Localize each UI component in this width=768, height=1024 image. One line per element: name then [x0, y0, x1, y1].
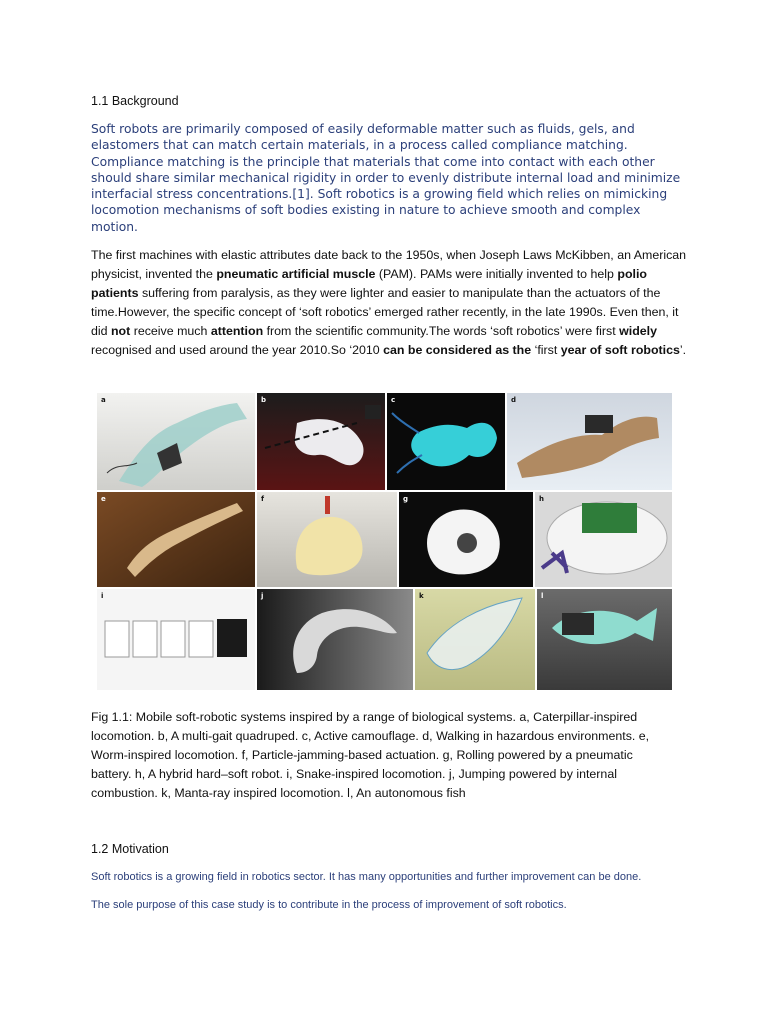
motivation-line-1: Soft robotics is a growing field in robotics sector. It has many opportunities and further improvement can be done. — [91, 871, 642, 883]
panel-label-j: j — [261, 592, 264, 600]
panel-label-d: d — [511, 396, 517, 404]
panel-f — [257, 492, 397, 587]
panel-g — [399, 492, 533, 587]
bold-run: widely — [619, 324, 658, 338]
panel-label-b: b — [261, 396, 267, 404]
panel-k — [415, 589, 535, 690]
figure-caption: Fig 1.1: Mobile soft-robotic systems inspired by a range of biological systems. a, Caterpillar-inspired locomotion. b, A multi-gait quadruped. c, Active camouflage. d, Walking in hazardous environments. e, Worm-inspired locomotion. f, Particle-jamming-based actuation. g, Rolling powered by a pneumatic battery. h, A hybrid hard–soft robot. i, Snake-inspired locomotion. j, Jumping powered by internal combustion. k, Manta-ray inspired locomotion. l, An autonomous fish — [91, 710, 650, 800]
bold-run: can be considered as the — [383, 343, 532, 357]
panel-label-i: i — [101, 592, 104, 600]
panel-label-h: h — [539, 495, 544, 503]
section-heading-background: 1.1 Background — [91, 94, 179, 108]
bold-run: year of soft robotics — [560, 343, 680, 357]
panel-label-e: e — [101, 495, 106, 503]
panel-h — [535, 492, 672, 587]
panel-l — [537, 589, 672, 690]
text-run: The first machines with elastic attributes date back to the 1950s, when Joseph Laws McKibben, an American physicist, invented the — [91, 248, 687, 281]
panel-label-f: f — [261, 495, 265, 503]
panel-label-g: g — [403, 495, 409, 503]
panel-e — [97, 492, 255, 587]
panel-label-l: l — [541, 592, 544, 600]
bold-run: attention — [210, 324, 264, 338]
panel-label-a: a — [101, 396, 106, 404]
panel-i — [97, 589, 255, 690]
soft-robot-figure — [97, 393, 672, 690]
text-run: suffering from paralysis, as they were lighter and easier to manipulate than the actuators of the time.However, the specific concept of ‘soft robotics’ emerged rather recently, in the late 1990s. Even then, it did — [91, 286, 679, 338]
background-paragraph-1: Soft robots are primarily composed of easily deformable matter such as fluids, gels, and elastomers that can match certain materials, in a process called compliance matching. Compliance matching is the principle that materials that come into contact with each other should share similar mechanical rigidity in order to evenly distribute internal load and minimize interfacial stress concentrations.[1]. Soft robotics is a growing field which relies on mimicking locomotion mechanisms of soft bodies existing in nature to achieve smooth and complex motion. — [91, 122, 681, 234]
text-run: from the scientific community.The words ‘soft robotics’ were first — [263, 324, 620, 338]
background-paragraph-2 — [91, 246, 691, 360]
text-run: receive much — [130, 324, 211, 338]
section-heading-motivation: 1.2 Motivation — [91, 842, 169, 856]
text-run: recognised and used around the year 2010.So ‘2010 — [91, 343, 384, 357]
panel-j — [257, 589, 413, 690]
text-run: ‘first — [531, 343, 561, 357]
text-run: (PAM). PAMs were initially invented to help — [375, 267, 618, 281]
panel-label-k: k — [419, 592, 424, 600]
text-run: ’. — [679, 343, 687, 357]
panel-d — [507, 393, 672, 490]
panel-b — [257, 393, 385, 490]
panel-label-c: c — [391, 396, 396, 404]
bold-run: not — [110, 324, 131, 338]
panel-c — [387, 393, 505, 490]
panel-a — [97, 393, 255, 490]
motivation-line-2: The sole purpose of this case study is to contribute in the process of improvement of soft robotics. — [91, 899, 567, 911]
bold-run: polio patients — [91, 267, 647, 300]
bold-run: pneumatic artificial muscle — [216, 267, 376, 281]
